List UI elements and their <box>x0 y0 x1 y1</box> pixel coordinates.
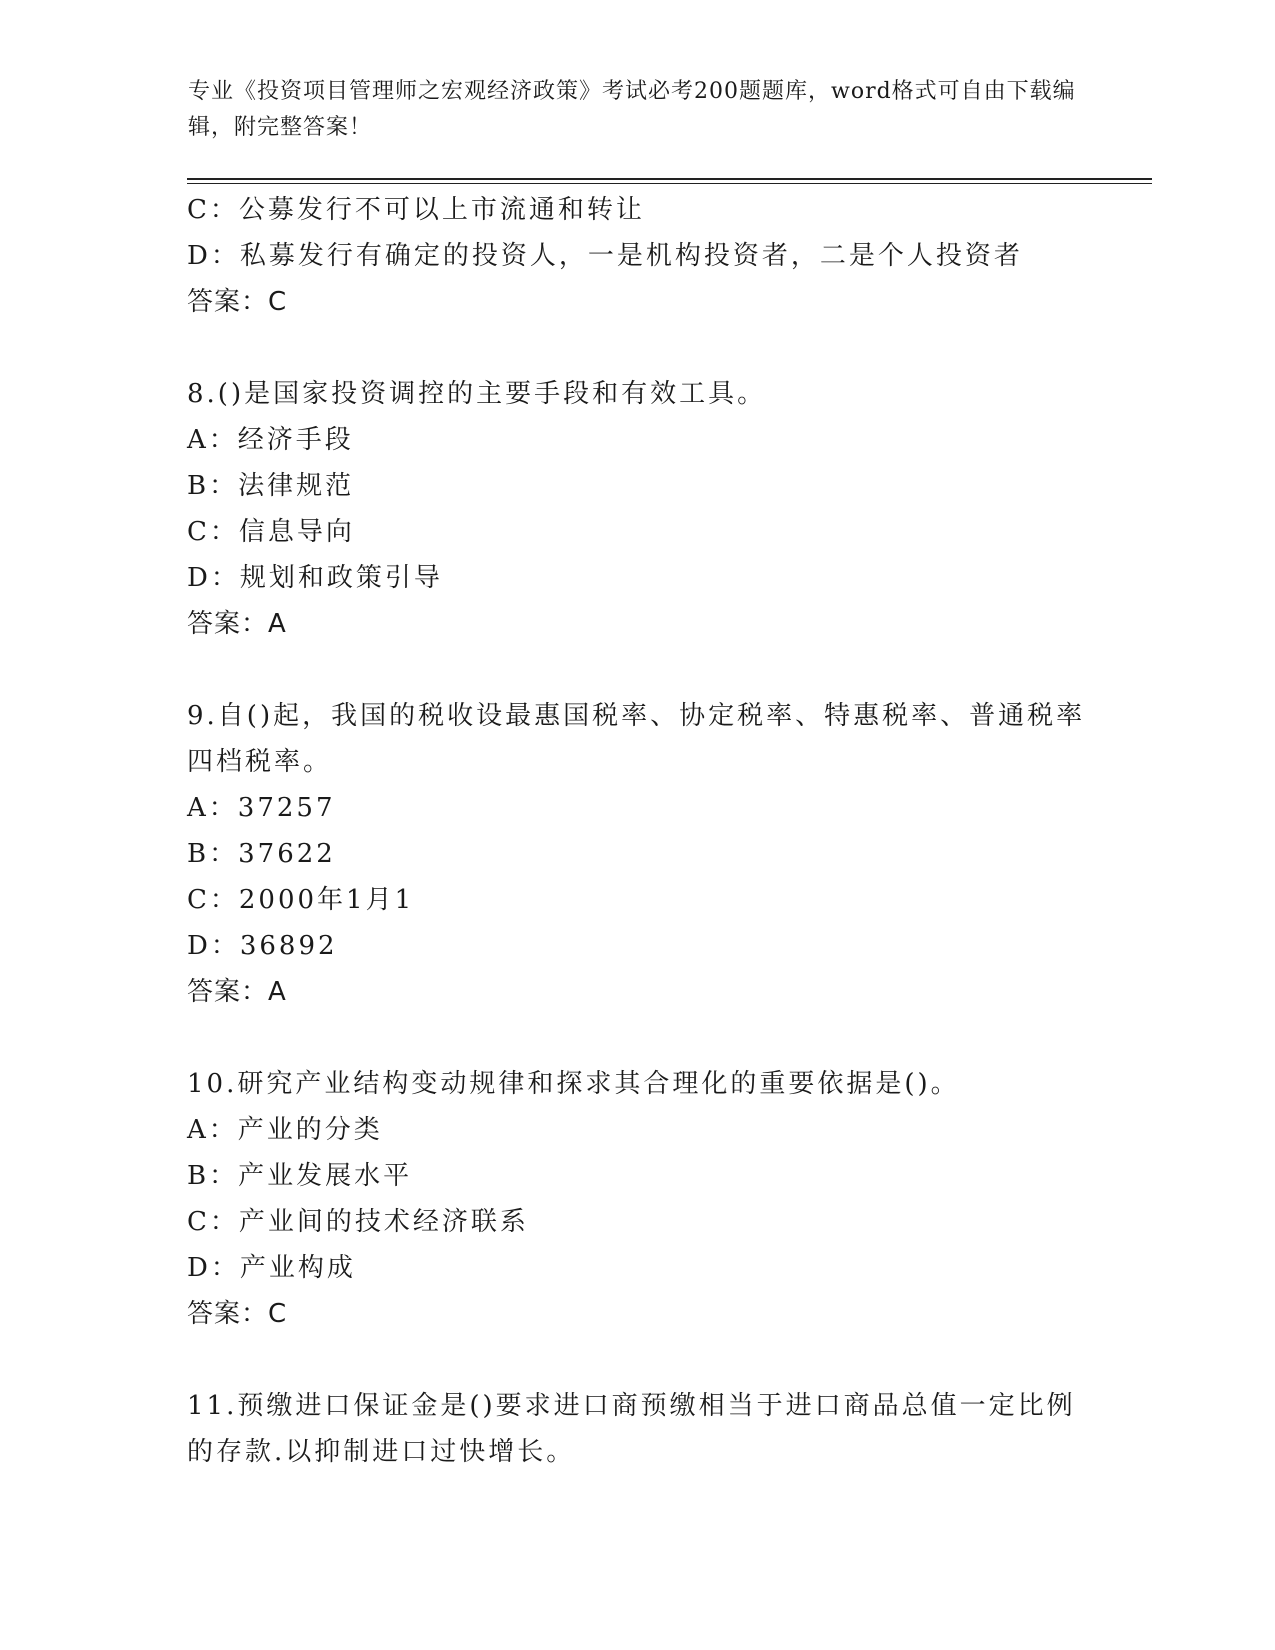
question-9-option-d: D：36892 <box>187 931 338 961</box>
question-8-option-d: D：规划和政策引导 <box>187 563 443 593</box>
question-9-option-b: B：37622 <box>187 839 336 869</box>
question-8-option-b: B：法律规范 <box>187 471 355 501</box>
question-10-stem: 10.研究产业结构变动规律和探求其合理化的重要依据是()。 <box>187 1069 960 1099</box>
question-9-answer: 答案：A <box>187 977 287 1007</box>
question-8-option-a: A：经济手段 <box>187 425 354 455</box>
question-10-option-a: A：产业的分类 <box>187 1115 383 1145</box>
question-8-option-c: C：信息导向 <box>187 517 355 547</box>
question-9-stem: 9.自()起，我国的税收设最惠国税率、协定税率、特惠税率、普通税率四档税率。 <box>187 701 1086 777</box>
question-9-option-a: A：37257 <box>187 793 336 823</box>
question-content <box>187 187 1087 1475</box>
prev-option-d: D：私募发行有确定的投资人，一是机构投资者，二是个人投资者 <box>187 241 1023 271</box>
header-rule-thin <box>187 183 1152 184</box>
prev-answer: 答案：C <box>187 287 288 317</box>
question-10-answer: 答案：C <box>187 1299 288 1329</box>
question-10-option-b: B：产业发展水平 <box>187 1161 413 1191</box>
header-rule-thick <box>187 178 1152 180</box>
prev-option-c: C：公募发行不可以上市流通和转让 <box>187 195 645 225</box>
question-8-stem: 8.()是国家投资调控的主要手段和有效工具。 <box>187 379 767 409</box>
document-header: 专业《投资项目管理师之宏观经济政策》考试必考200题题库，word格式可自由下载编辑，附完整答案！ <box>188 79 1076 140</box>
question-10-option-d: D：产业构成 <box>187 1253 356 1283</box>
question-8-answer: 答案：A <box>187 609 287 639</box>
question-11-stem: 11.预缴进口保证金是()要求进口商预缴相当于进口商品总值一定比例的存款.以抑制进口过快增长。 <box>187 1391 1076 1467</box>
question-9-option-c: C：2000年1月1 <box>187 885 415 915</box>
question-10-option-c: C：产业间的技术经济联系 <box>187 1207 529 1237</box>
